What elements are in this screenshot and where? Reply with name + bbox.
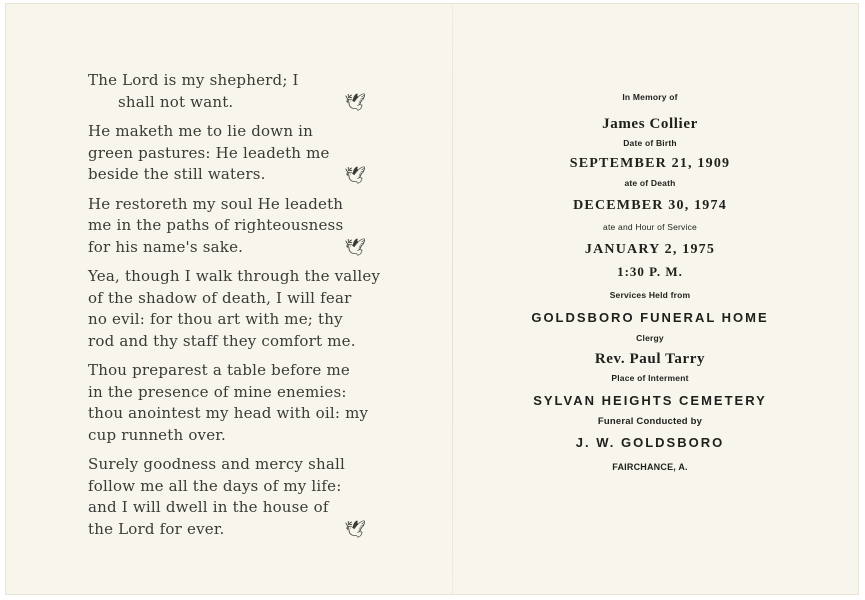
- dove-olive-branch-icon: 🕊: [344, 520, 366, 540]
- psalm-line: of the shadow of death, I will fear: [88, 288, 352, 307]
- psalm-line: in the presence of mine enemies:: [88, 382, 347, 401]
- death-date-label: ate of Death: [624, 178, 676, 188]
- service-time: 1:30 P. M.: [617, 264, 683, 279]
- psalm-verse: [88, 194, 378, 259]
- psalm-line: beside the still waters.: [88, 165, 266, 183]
- psalm-line: green pastures: He leadeth me: [88, 143, 330, 162]
- services-held-label: Services Held from: [609, 290, 691, 300]
- psalm-line: He restoreth my soul He leadeth: [88, 194, 344, 213]
- dove-olive-branch-icon: 🕊: [344, 165, 366, 186]
- psalm-verse: [88, 360, 378, 446]
- psalm-line: me in the paths of righteousness: [88, 216, 344, 234]
- funeral-director: J. W. GOLDSBORO: [575, 435, 725, 450]
- psalm-line: for his name's sake.: [88, 237, 244, 256]
- birth-date: SEPTEMBER 21, 1909: [569, 156, 731, 171]
- in-memory-label: In Memory of: [622, 92, 678, 102]
- service-date: JANUARY 2, 1975: [584, 242, 716, 257]
- memorial-details: [495, 92, 805, 472]
- psalm-line: and I will dwell in the house of: [88, 498, 329, 516]
- conducted-by-label: Funeral Conducted by: [597, 416, 703, 427]
- location: FAIRCHANCE, A.: [612, 462, 688, 472]
- psalm-verse: [88, 70, 378, 113]
- psalm-line: the Lord for ever.: [88, 519, 225, 538]
- psalm-verse: [88, 266, 381, 352]
- psalm-line: Thou preparest a table before me: [88, 361, 350, 379]
- clergy-name: Rev. Paul Tarry: [594, 351, 706, 367]
- psalm-line: no evil: for thou art with me; thy: [88, 310, 343, 328]
- death-date: DECEMBER 30, 1974: [573, 198, 727, 213]
- funeral-home: GOLDSBORO FUNERAL HOME: [531, 310, 769, 325]
- psalm-line: thou anointest my head with oil: my: [88, 404, 369, 422]
- psalm-panel: [88, 70, 381, 548]
- psalm-line: Surely goodness and mercy shall: [88, 455, 345, 473]
- cemetery-name: SYLVAN HEIGHTS CEMETERY: [533, 393, 767, 408]
- interment-label: Place of Interment: [611, 373, 689, 383]
- psalm-verse: [88, 454, 378, 540]
- psalm-line: cup runneth over.: [88, 425, 226, 444]
- psalm-line: rod and thy staff they comfort me.: [88, 331, 356, 350]
- psalm-line: Yea, though I walk through the valley: [88, 267, 381, 285]
- birth-date-label: Date of Birth: [623, 138, 677, 148]
- clergy-label: Clergy: [636, 333, 664, 343]
- psalm-line: The Lord is my shepherd; I: [88, 71, 299, 89]
- service-label: ate and Hour of Service: [603, 222, 697, 232]
- psalm-line: shall not want.: [118, 92, 234, 111]
- psalm-line: follow me all the days of my life:: [88, 476, 342, 495]
- psalm-line: He maketh me to lie down in: [88, 122, 314, 140]
- card-fold: [452, 4, 453, 594]
- dove-olive-branch-icon: 🕊: [344, 93, 366, 113]
- dove-olive-branch-icon: 🕊: [344, 238, 366, 258]
- deceased-name: James Collier: [602, 116, 698, 132]
- psalm-verse: [88, 121, 378, 186]
